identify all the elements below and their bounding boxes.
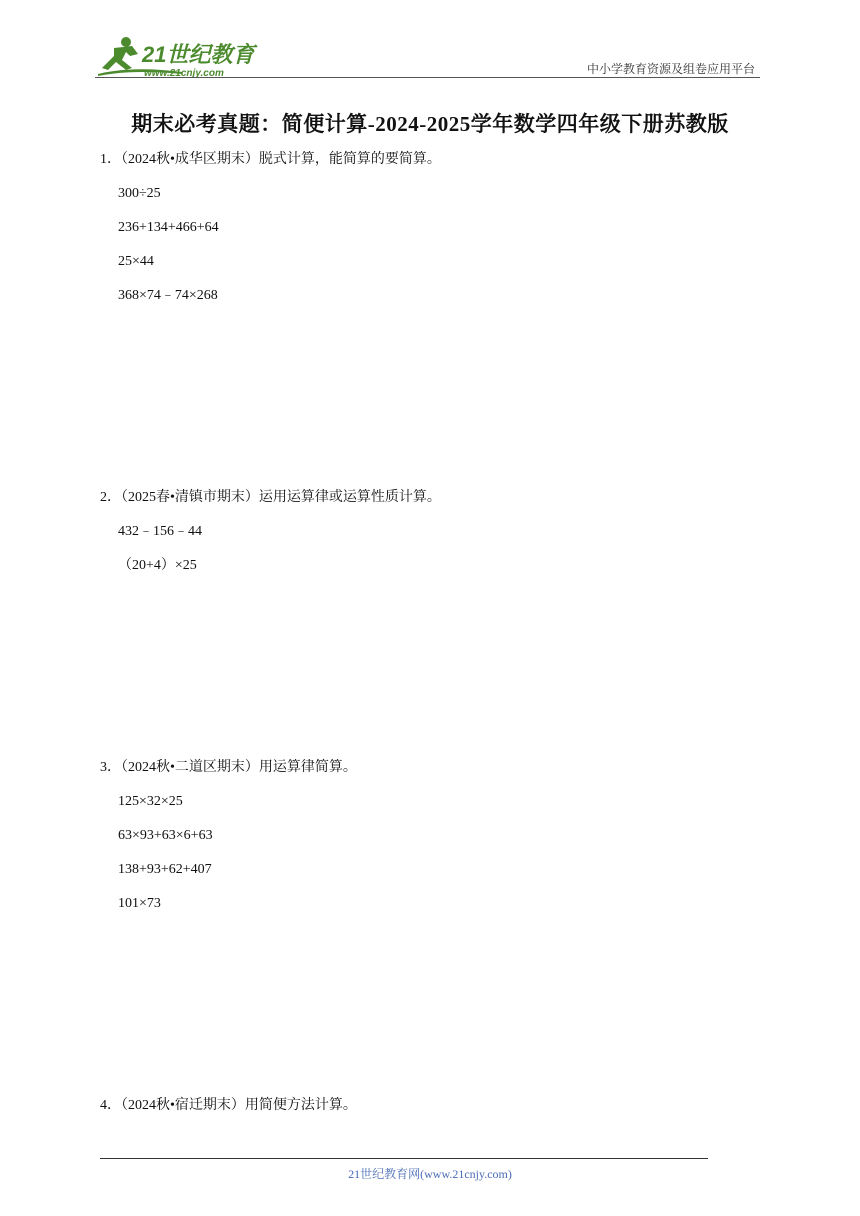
question-2-stem: 2．（2025春•清镇市期末）运用运算律或运算性质计算。	[100, 490, 441, 505]
question-1-stem: 1．（2024秋•成华区期末）脱式计算，能简算的要简算。	[100, 152, 441, 167]
footer-divider	[100, 1158, 708, 1159]
question-1-expression-1: 300÷25	[118, 186, 161, 201]
question-1-expression-2: 236+134+466+64	[118, 220, 219, 235]
question-1-expression-4: 368×74﹣74×268	[118, 288, 218, 303]
question-4-stem: 4．（2024秋•宿迁期末）用简便方法计算。	[100, 1098, 357, 1113]
question-2-expression-2: （20+4）×25	[118, 558, 197, 573]
logo-text: 21世纪教育	[142, 42, 255, 67]
question-3-expression-3: 138+93+62+407	[118, 862, 212, 877]
logo-url: www.21cnjy.com	[144, 68, 224, 79]
question-3-stem: 3．（2024秋•二道区期末）用运算律简算。	[100, 760, 357, 775]
question-1-expression-3: 25×44	[118, 254, 154, 269]
document-title: 期末必考真题：简便计算-2024-2025学年数学四年级下册苏教版	[131, 112, 729, 136]
question-3-expression-2: 63×93+63×6+63	[118, 828, 213, 843]
question-3-expression-1: 125×32×25	[118, 794, 183, 809]
question-2-expression-1: 432﹣156﹣44	[118, 524, 202, 539]
header-tagline: 中小学教育资源及组卷应用平台	[586, 62, 755, 76]
site-logo	[92, 34, 262, 80]
header-divider	[95, 77, 760, 78]
footer-link[interactable]: 21世纪教育网(www.21cnjy.com)	[348, 1167, 512, 1181]
question-3-expression-4: 101×73	[118, 896, 161, 911]
